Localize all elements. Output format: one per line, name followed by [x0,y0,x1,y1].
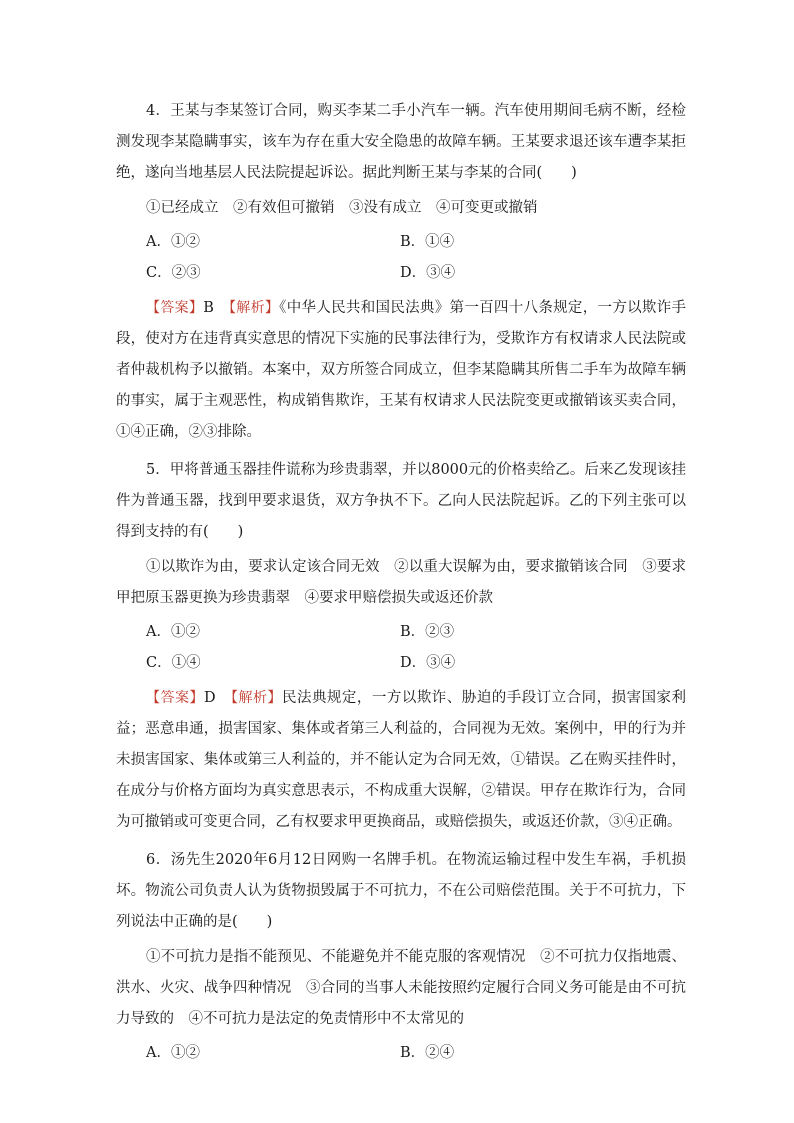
question-6 [116,845,686,1069]
analysis-tag: 【解析】 [228,300,280,316]
choice-b: B．②③ [400,624,455,640]
question-stem: 5．甲将普通玉器挂件谎称为珍贵翡翠，并以8000元的价格卖给乙。后来乙发现该挂件为普通玉器，找到甲要求退货，双方争执不下。乙向人民法院起诉。乙的下列主张可以得到支持的有( ) [116,462,686,540]
answer-choices [116,617,686,679]
question-5 [116,455,686,838]
question-options: ①已经成立 ②有效但可撤销 ③没有成立 ④可变更或撤销 [146,200,538,216]
question-options: ①不可抗力是指不能预见、不能避免并不能克服的客观情况 ②不可抗力仅指地震、洪水、火灾、战争四种情况 ③合同的当事人未能按照约定履行合同义务可能是由不可抗力导致的 ④不可抗力是法定的免责情形中不太常见的 [116,949,686,1027]
question-options: ①以欺诈为由，要求认定该合同无效 ②以重大误解为由，要求撤销该合同 ③要求甲把原玉器更换为珍贵翡翠 ④要求甲赔偿损失或返还价款 [116,559,686,606]
analysis-tag: 【解析】 [231,690,282,706]
answer-value: D [203,690,216,706]
question-stem: 4．王某与李某签订合同，购买李某二手小汽车一辆。汽车使用期间毛病不断，经检测发现李某隐瞒事实，该车为存在重大安全隐患的故障车辆。王某要求退还该车遭李某拒绝，遂向当地基层人民法院提起诉讼。据此判断王某与李某的合同( ) [116,103,686,181]
choice-c: C．②③ [146,265,201,281]
answer-analysis [116,293,686,448]
question-4 [116,96,686,448]
choice-b: B．②④ [400,1045,455,1061]
choice-b: B．①④ [400,234,455,250]
answer-tag: 【答案】 [146,690,204,706]
answer-analysis [116,683,686,838]
question-stem: 6．汤先生2020年6月12日网购一名牌手机。在物流运输过程中发生车祸，手机损坏。物流公司负责人认为货物损毁属于不可抗力，不在公司赔偿范围。关于不可抗力，下列说法中正确的是( ) [116,852,686,930]
answer-choices [116,1038,686,1069]
answer-choices [116,227,686,289]
choice-a: A．①② [146,624,200,640]
answer-value: B [203,300,214,316]
choice-a: A．①② [146,1045,200,1061]
document-body [116,96,686,1069]
analysis-text: 民法典规定，一方以欺诈、胁迫的手段订立合同，损害国家利益；恶意串通，损害国家、集体或者第三人利益的，合同视为无效。案例中，甲的行为并未损害国家、集体或第三人利益的，并不能认定为合同无效，①错误。乙在购买挂件时，在成分与价格方面均为真实意思表示，不构成重大误解，②错误。甲存在欺诈行为，合同为可撤销或可变更合同，乙有权要求甲更换商品，或赔偿损失，或返还价款，③④正确。 [116,690,687,830]
answer-tag: 【答案】 [146,300,204,316]
choice-a: A．①② [146,234,200,250]
choice-d: D．③④ [400,655,456,671]
choice-d: D．③④ [400,265,456,281]
choice-c: C．①④ [146,655,201,671]
analysis-text: 《中华人民共和国民法典》第一百四十八条规定，一方以欺诈手段，使对方在违背真实意思的情况下实施的民事法律行为，受欺诈方有权请求人民法院或者仲裁机构予以撤销。本案中，双方所签合同成立，但李某隐瞒其所售二手车为故障车辆的事实，属于主观恶性，构成销售欺诈，王某有权请求人民法院变更或撤销该买卖合同，①④正确，②③排除。 [116,300,687,440]
